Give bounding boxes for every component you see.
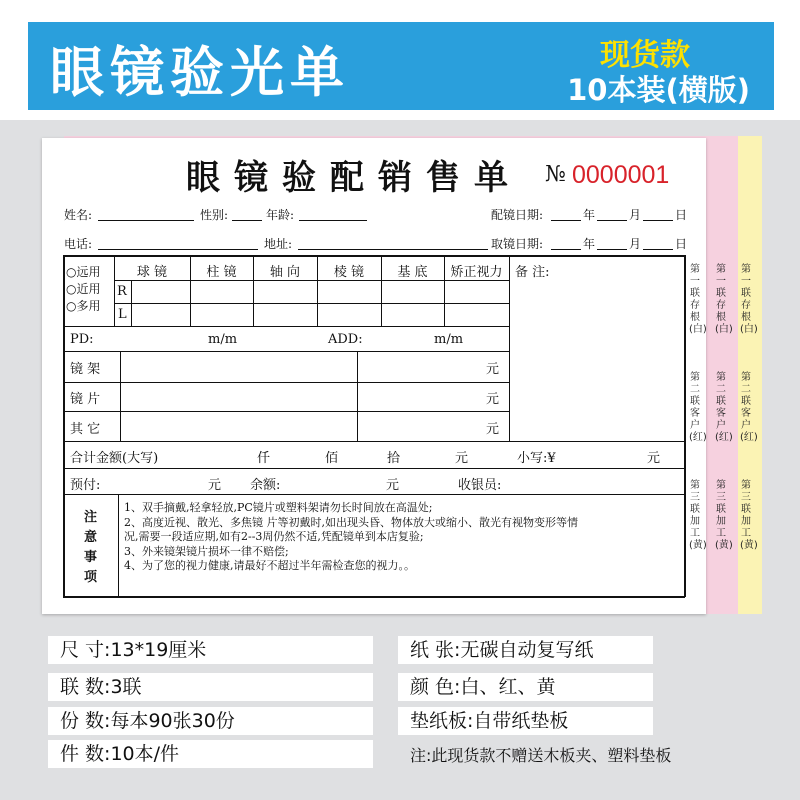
copy-process-label: 第三联加工(黄) [740,480,758,551]
phone-label: 电话: [64,237,93,251]
small-amount-label: 小写:¥ [517,451,556,466]
header-prism: 棱 镜 [333,265,365,280]
add-label: ADD: [328,332,363,347]
gender-field[interactable] [232,206,262,221]
pack-badge: 10本装(横版) [567,73,750,107]
phone-field[interactable] [98,235,258,250]
remarks-label: 备 注: [515,265,550,280]
frame-yuan: 元 [486,362,500,377]
small-yuan: 元 [647,451,661,466]
spec-size: 尺 寸:13*19厘米 [48,636,373,664]
gender-label: 性别: [200,208,229,222]
pick-month-field[interactable] [597,235,627,250]
pd-label: PD: [70,332,94,347]
pick-day-field[interactable] [643,235,673,250]
pickup-date-label: 取镜日期: [491,237,544,251]
note-4: 4、为了您的视力健康,请最好不超过半年需检查您的视力。。 [124,559,415,572]
lens-label: 镜 片 [70,392,101,407]
fit-day-field[interactable] [643,206,673,221]
product-title: 眼镜验光单 [50,41,350,104]
copy-process-label: 第三联加工(黄) [689,480,707,551]
eye-right-label: R [117,284,127,299]
spec-pad: 垫纸板:自带纸垫板 [398,707,653,735]
fit-date-label: 配镜日期: [491,208,544,222]
unit-hundred: 佰 [325,451,339,466]
pick-year-field[interactable] [551,235,581,250]
use-multi[interactable]: ○多用 [66,299,101,313]
frame-label: 镜 架 [70,362,101,377]
serial-number: 0000001 [572,161,670,189]
serial-symbol: № [545,162,566,187]
header-sphere: 球 镜 [136,265,168,280]
age-field[interactable] [299,206,367,221]
unit-thousand: 仟 [257,451,271,466]
spec-pieces: 件 数:10本/件 [48,740,373,768]
total-label: 合计金额(大写) [70,451,159,466]
spec-quantity: 份 数:每本90张30份 [48,707,373,735]
copy-process-label: 第三联加工(黄) [715,480,733,551]
note-2: 2、高度近视、散光、多焦镜 片等初戴时,如出现头昏、物体放大或缩小、散光有视物变形等情 [124,515,578,529]
pd-unit: m/m [208,332,238,347]
header-base: 基 底 [397,265,428,280]
header-axis: 轴 向 [269,265,301,280]
fit-month-field[interactable] [597,206,627,221]
spec-note: 注:此现货款不赠送木板夹、塑料垫板 [410,746,672,765]
total-yuan: 元 [455,451,469,466]
notes-title: 注 意 事 项 [84,510,98,585]
notes-list [124,501,578,574]
spec-paper: 纸 张:无碳自动复写纸 [398,636,653,664]
eye-left-label: L [118,307,127,322]
month-label: 月 [629,237,642,251]
copy-white-label: 第一联存根(白) [740,264,758,335]
use-distance[interactable]: ○远用 [66,265,101,279]
copy-customer-label: 第二联客户(红) [715,372,733,443]
balance-yuan: 元 [386,478,400,493]
name-field[interactable] [98,206,194,221]
copy-customer-label: 第二联客户(红) [689,372,707,443]
add-unit: m/m [434,332,464,347]
name-label: 姓名: [64,208,93,222]
day-label: 日 [675,237,688,251]
lens-yuan: 元 [486,392,500,407]
header-cylinder: 柱 镜 [206,265,237,280]
copy-customer-label: 第二联客户(红) [740,372,758,443]
other-label: 其 它 [70,422,101,437]
spec-copies: 联 数:3联 [48,673,373,701]
day-label: 日 [675,208,688,222]
prepaid-yuan: 元 [208,478,222,493]
address-field[interactable] [298,235,488,250]
balance-label: 余额: [250,478,281,493]
note-1: 1、双手摘戴,轻拿轻放,PC镜片或塑料架请勿长时间放在高温处; [124,501,433,514]
spec-color: 颜 色:白、红、黄 [398,673,653,701]
use-near[interactable]: ○近用 [66,282,101,296]
age-label: 年龄: [266,208,295,222]
cashier-label: 收银员: [458,478,502,493]
form-title: 眼镜验配销售单 [186,158,522,198]
copy-white-label: 第一联存根(白) [715,264,733,335]
note-3: 3、外来镜架镜片损坏一律不赔偿; [124,544,289,558]
prepaid-label: 预付: [70,478,101,493]
other-yuan: 元 [486,422,500,437]
address-label: 地址: [264,237,293,251]
month-label: 月 [629,208,642,222]
fit-year-field[interactable] [551,206,581,221]
unit-ten: 拾 [387,451,401,466]
year-label: 年 [583,208,596,222]
note-2-continued: 况,需要一段适应期,如有2--3周仍然不适,凭配镜单到本店复验; [124,530,424,543]
year-label: 年 [583,237,596,251]
header-corrected-vision: 矫正视力 [450,265,503,280]
copy-white-label: 第一联存根(白) [689,264,707,335]
stock-badge: 现货款 [600,38,690,73]
